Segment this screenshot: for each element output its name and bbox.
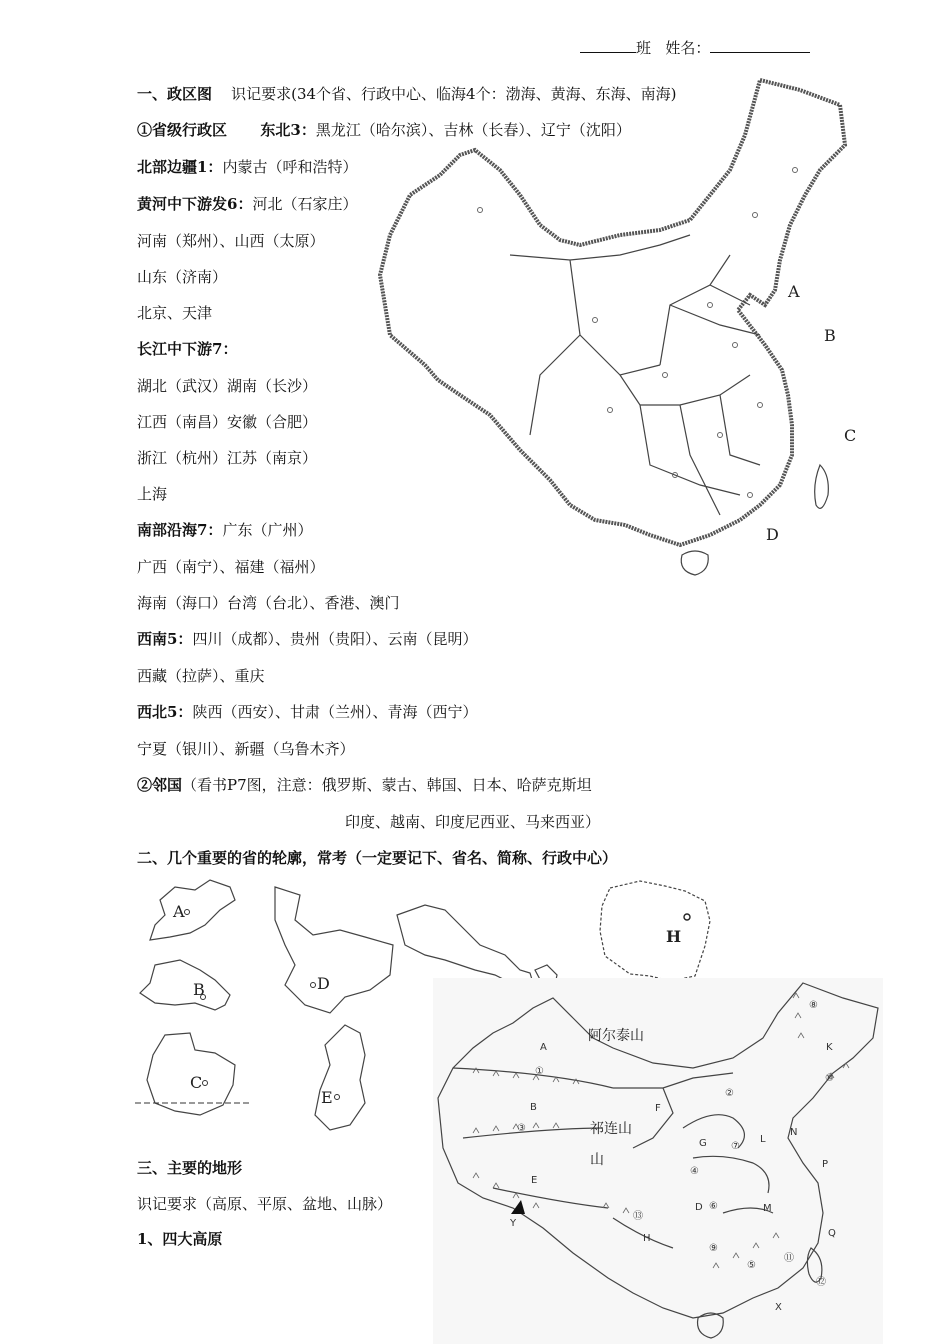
- southwest-line: [137, 629, 477, 649]
- label-a: A: [540, 1042, 547, 1053]
- yangtze-text3: 浙江（杭州）江苏（南京）: [137, 449, 318, 467]
- section1-heading: [137, 84, 676, 104]
- map1-label-a: A: [788, 282, 800, 301]
- yellow-text1: 河北（石家庄）: [252, 195, 358, 213]
- label-shan: 山: [590, 1152, 604, 1168]
- label-g: G: [699, 1138, 707, 1149]
- north-text: 内蒙古（呼和浩特）: [222, 158, 358, 176]
- southwest-label: 西南5：: [137, 630, 193, 648]
- yellow-text3: 山东（济南）: [137, 268, 228, 286]
- china-border: [380, 80, 845, 545]
- outline-b: [140, 960, 230, 1010]
- label-n6: ⑥: [709, 1201, 718, 1212]
- yangtze-text1: 湖北（武汉）湖南（长沙）: [137, 377, 318, 395]
- northeast-text: 黑龙江（哈尔滨）、吉林（长春）、辽宁（沈阳）: [315, 121, 631, 139]
- label-x: X: [775, 1302, 782, 1313]
- label-h: H: [643, 1233, 651, 1244]
- outline-label-a: A: [173, 902, 185, 921]
- label-b: B: [530, 1102, 537, 1113]
- section1-title: 一、政区图: [137, 85, 213, 103]
- map1-label-d: D: [766, 525, 779, 544]
- south-label: 南部沿海7：: [137, 521, 223, 539]
- yangtze-text4: 上海: [137, 485, 168, 503]
- label-e: E: [531, 1175, 538, 1186]
- label-n11: ⑪: [784, 1253, 794, 1264]
- outline-label-h: H: [666, 927, 682, 946]
- southwest-text1: 四川（成都）、贵州（贵阳）、云南（昆明）: [192, 630, 478, 648]
- south-text1: 广东（广州）: [222, 521, 313, 539]
- northwest-line: [137, 702, 477, 722]
- yangtze-label: 长江中下游7：: [137, 340, 238, 358]
- south-text2: 广西（南宁）、福建（福州）: [137, 558, 325, 576]
- label-qilian: 祁连山: [590, 1121, 632, 1137]
- section3-sub1: 1、四大高原: [137, 1230, 223, 1248]
- class-label: 班: [636, 39, 652, 57]
- north-label: 北部边疆1：: [137, 158, 223, 176]
- southwest-text2: 西藏（拉萨）、重庆: [137, 667, 265, 685]
- neighbor-text1: （看书P7图，注意：俄罗斯、蒙古、韩国、日本、哈萨克斯坦: [182, 776, 592, 794]
- label-d: D: [695, 1202, 703, 1213]
- neighbor-label: ②邻国: [137, 776, 183, 794]
- outline-e: [315, 1025, 365, 1130]
- section3-requirement: 识记要求（高原、平原、盆地、山脉）: [137, 1195, 393, 1213]
- china-political-map: [420, 75, 857, 575]
- yellow-text4: 北京、天津: [137, 304, 213, 322]
- label-n8: ⑧: [809, 1000, 818, 1011]
- yellow-line: [137, 194, 357, 214]
- outline-h-map: [590, 876, 730, 986]
- label-n12: ⑫: [816, 1277, 826, 1288]
- northeast-label: 东北3：: [260, 121, 316, 139]
- label-n5: ⑤: [747, 1260, 756, 1271]
- hainan-outline: [681, 551, 708, 575]
- label-n3: ③: [517, 1123, 526, 1134]
- map1-label-b: B: [824, 326, 836, 345]
- outline-label-e: E: [321, 1088, 333, 1107]
- neighbor-line: [137, 775, 592, 795]
- province-level-marker: ①省级行政区: [137, 121, 228, 139]
- label-altai: 阿尔泰山: [588, 1028, 644, 1044]
- china-terrain-map: [433, 978, 883, 1344]
- label-n1: ①: [535, 1066, 544, 1077]
- label-m: M: [763, 1203, 772, 1214]
- section3-title: 三、主要的地形: [137, 1159, 243, 1177]
- name-blank[interactable]: [710, 38, 810, 53]
- south-text3: 海南（海口）台湾（台北）、香港、澳门: [137, 594, 400, 612]
- neighbor-text2: 印度、越南、印度尼西亚、马来西亚）: [345, 813, 601, 831]
- outline-a: [150, 880, 235, 940]
- province-lines: [510, 235, 760, 515]
- label-n4: ④: [690, 1166, 699, 1177]
- label-q: Q: [828, 1228, 836, 1239]
- yangtze-text2: 江西（南昌）安徽（合肥）: [137, 413, 318, 431]
- yellow-label: 黄河中下游发6：: [137, 195, 253, 213]
- header-line: [580, 38, 810, 58]
- section1-requirement: 识记要求(34个省、行政中心、临海4个：渤海、黄海、东海、南海): [231, 85, 677, 103]
- label-f: F: [655, 1103, 661, 1114]
- label-p: P: [822, 1159, 829, 1170]
- class-blank[interactable]: [580, 38, 636, 53]
- section2-title: 二、几个重要的省的轮廓，常考（一定要记下、省名、简称、行政中心）: [137, 849, 618, 867]
- label-n2: ②: [725, 1088, 734, 1099]
- label-n: N: [790, 1127, 798, 1138]
- label-y: Y: [510, 1218, 517, 1229]
- name-label: 姓名：: [665, 39, 711, 57]
- south-line: [137, 520, 312, 540]
- label-n9: ⑨: [709, 1243, 718, 1254]
- northwest-text2: 宁夏（银川）、新疆（乌鲁木齐）: [137, 740, 355, 758]
- outline-f: [397, 905, 533, 985]
- label-n13: ⑬: [633, 1211, 643, 1222]
- label-n10: ⑩: [825, 1073, 834, 1084]
- taiwan-outline: [815, 465, 829, 508]
- northwest-text1: 陕西（西安）、甘肃（兰州）、青海（西宁）: [192, 703, 478, 721]
- label-l: L: [760, 1134, 766, 1145]
- map1-label-c: C: [844, 426, 857, 445]
- label-n7: ⑦: [731, 1141, 740, 1152]
- yellow-text2: 河南（郑州）、山西（太原）: [137, 232, 325, 250]
- outline-label-c: C: [190, 1073, 203, 1092]
- province-level-line: [137, 120, 631, 140]
- outline-label-b: B: [193, 980, 205, 999]
- label-k: K: [826, 1042, 833, 1053]
- outline-d: [275, 887, 393, 1013]
- north-line: [137, 157, 357, 177]
- outline-label-d: D: [317, 974, 330, 993]
- northwest-label: 西北5：: [137, 703, 193, 721]
